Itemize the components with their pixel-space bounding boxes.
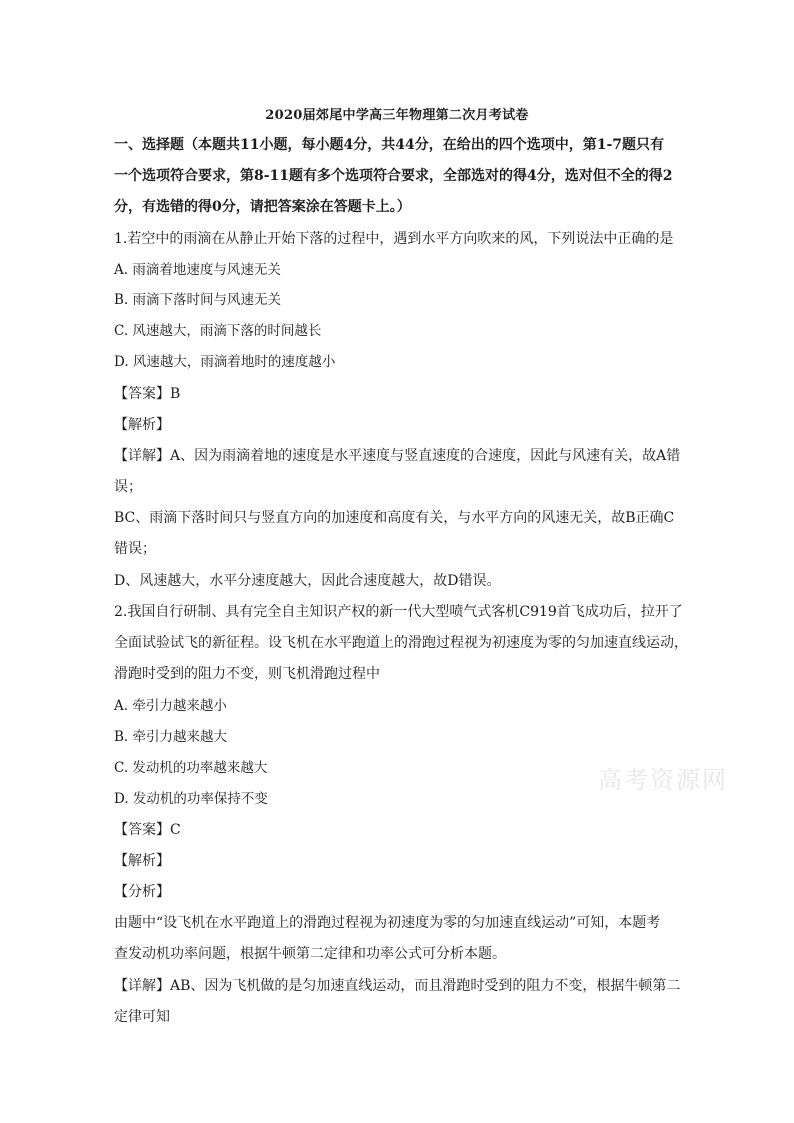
q2-fenxi: 【分析】 [114, 884, 170, 900]
q2-detail-line-1: 【详解】AB、因为飞机做的是匀加速直线运动，而且滑跑时受到的阻力不变，根据牛顿第二 [114, 978, 681, 994]
q2-option-d: D. 发动机的功率保持不变 [114, 791, 268, 807]
section-heading-line-2: 一个选项符合要求，第8-11题有多个选项符合要求，全部选对的得4分，选对但不全的得2 [114, 168, 673, 184]
q2-fenxi-line-2: 查发动机功率问题，根据牛顿第二定律和功率公式可分析本题。 [114, 946, 506, 962]
q1-detail-line-5: D、风速越大，水平分速度越大，因此合速度越大，故D错误。 [114, 573, 501, 589]
section-heading-line-3: 分，有选错的得0分，请把答案涂在答题卡上。） [114, 199, 411, 215]
q2-detail-line-2: 定律可知 [114, 1009, 170, 1025]
q1-stem: 1.若空中的雨滴在从静止开始下落的过程中，遇到水平方向吹来的风，下列说法中正确的是 [114, 231, 674, 247]
section-heading-line-1: 一、选择题（本题共11小题，每小题4分，共44分，在给出的四个选项中，第1-7题只有 [114, 137, 664, 153]
q1-option-a: A. 雨滴着地速度与风速无关 [114, 262, 281, 278]
watermark: 高考资源网 [598, 766, 728, 794]
q2-stem-line-1: 2.我国自行研制、具有完全自主知识产权的新一代大型喷气式客机C919首飞成功后，拉开了 [114, 604, 683, 620]
q2-stem-line-2: 全面试验试飞的新征程。设飞机在水平跑道上的滑跑过程视为初速度为零的匀加速直线运动， [114, 635, 688, 651]
q1-detail-line-1: 【详解】A、因为雨滴着地的速度是水平速度与竖直速度的合速度，因此与风速有关，故A错 [114, 448, 681, 464]
q1-option-b: B. 雨滴下落时间与风速无关 [114, 292, 282, 308]
q1-detail-line-3: BC、雨滴下落时间只与竖直方向的加速度和高度有关，与水平方向的风速无关，故B正确C [114, 510, 675, 526]
q2-analysis: 【解析】 [114, 853, 170, 869]
q1-detail-line-2: 误； [114, 479, 142, 495]
q1-option-c: C. 风速越大，雨滴下落的时间越长 [114, 323, 322, 339]
q2-option-b: B. 牵引力越来越大 [114, 729, 228, 745]
q1-detail-line-4: 错误； [114, 541, 156, 557]
q1-analysis: 【解析】 [114, 417, 170, 433]
q2-option-a: A. 牵引力越来越小 [114, 698, 227, 714]
q1-answer: 【答案】B [114, 386, 181, 402]
q1-option-d: D. 风速越大，雨滴着地时的速度越小 [114, 354, 336, 370]
q2-answer: 【答案】C [114, 822, 181, 838]
q2-fenxi-line-1: 由题中“设飞机在水平跑道上的滑跑过程视为初速度为零的匀加速直线运动”可知，本题考 [114, 915, 661, 931]
q2-option-c: C. 发动机的功率越来越大 [114, 760, 268, 776]
q2-stem-line-3: 滑跑时受到的阻力不变，则飞机滑跑过程中 [114, 666, 380, 682]
page-title: 2020届郊尾中学高三年物理第二次月考试卷 [265, 108, 529, 123]
